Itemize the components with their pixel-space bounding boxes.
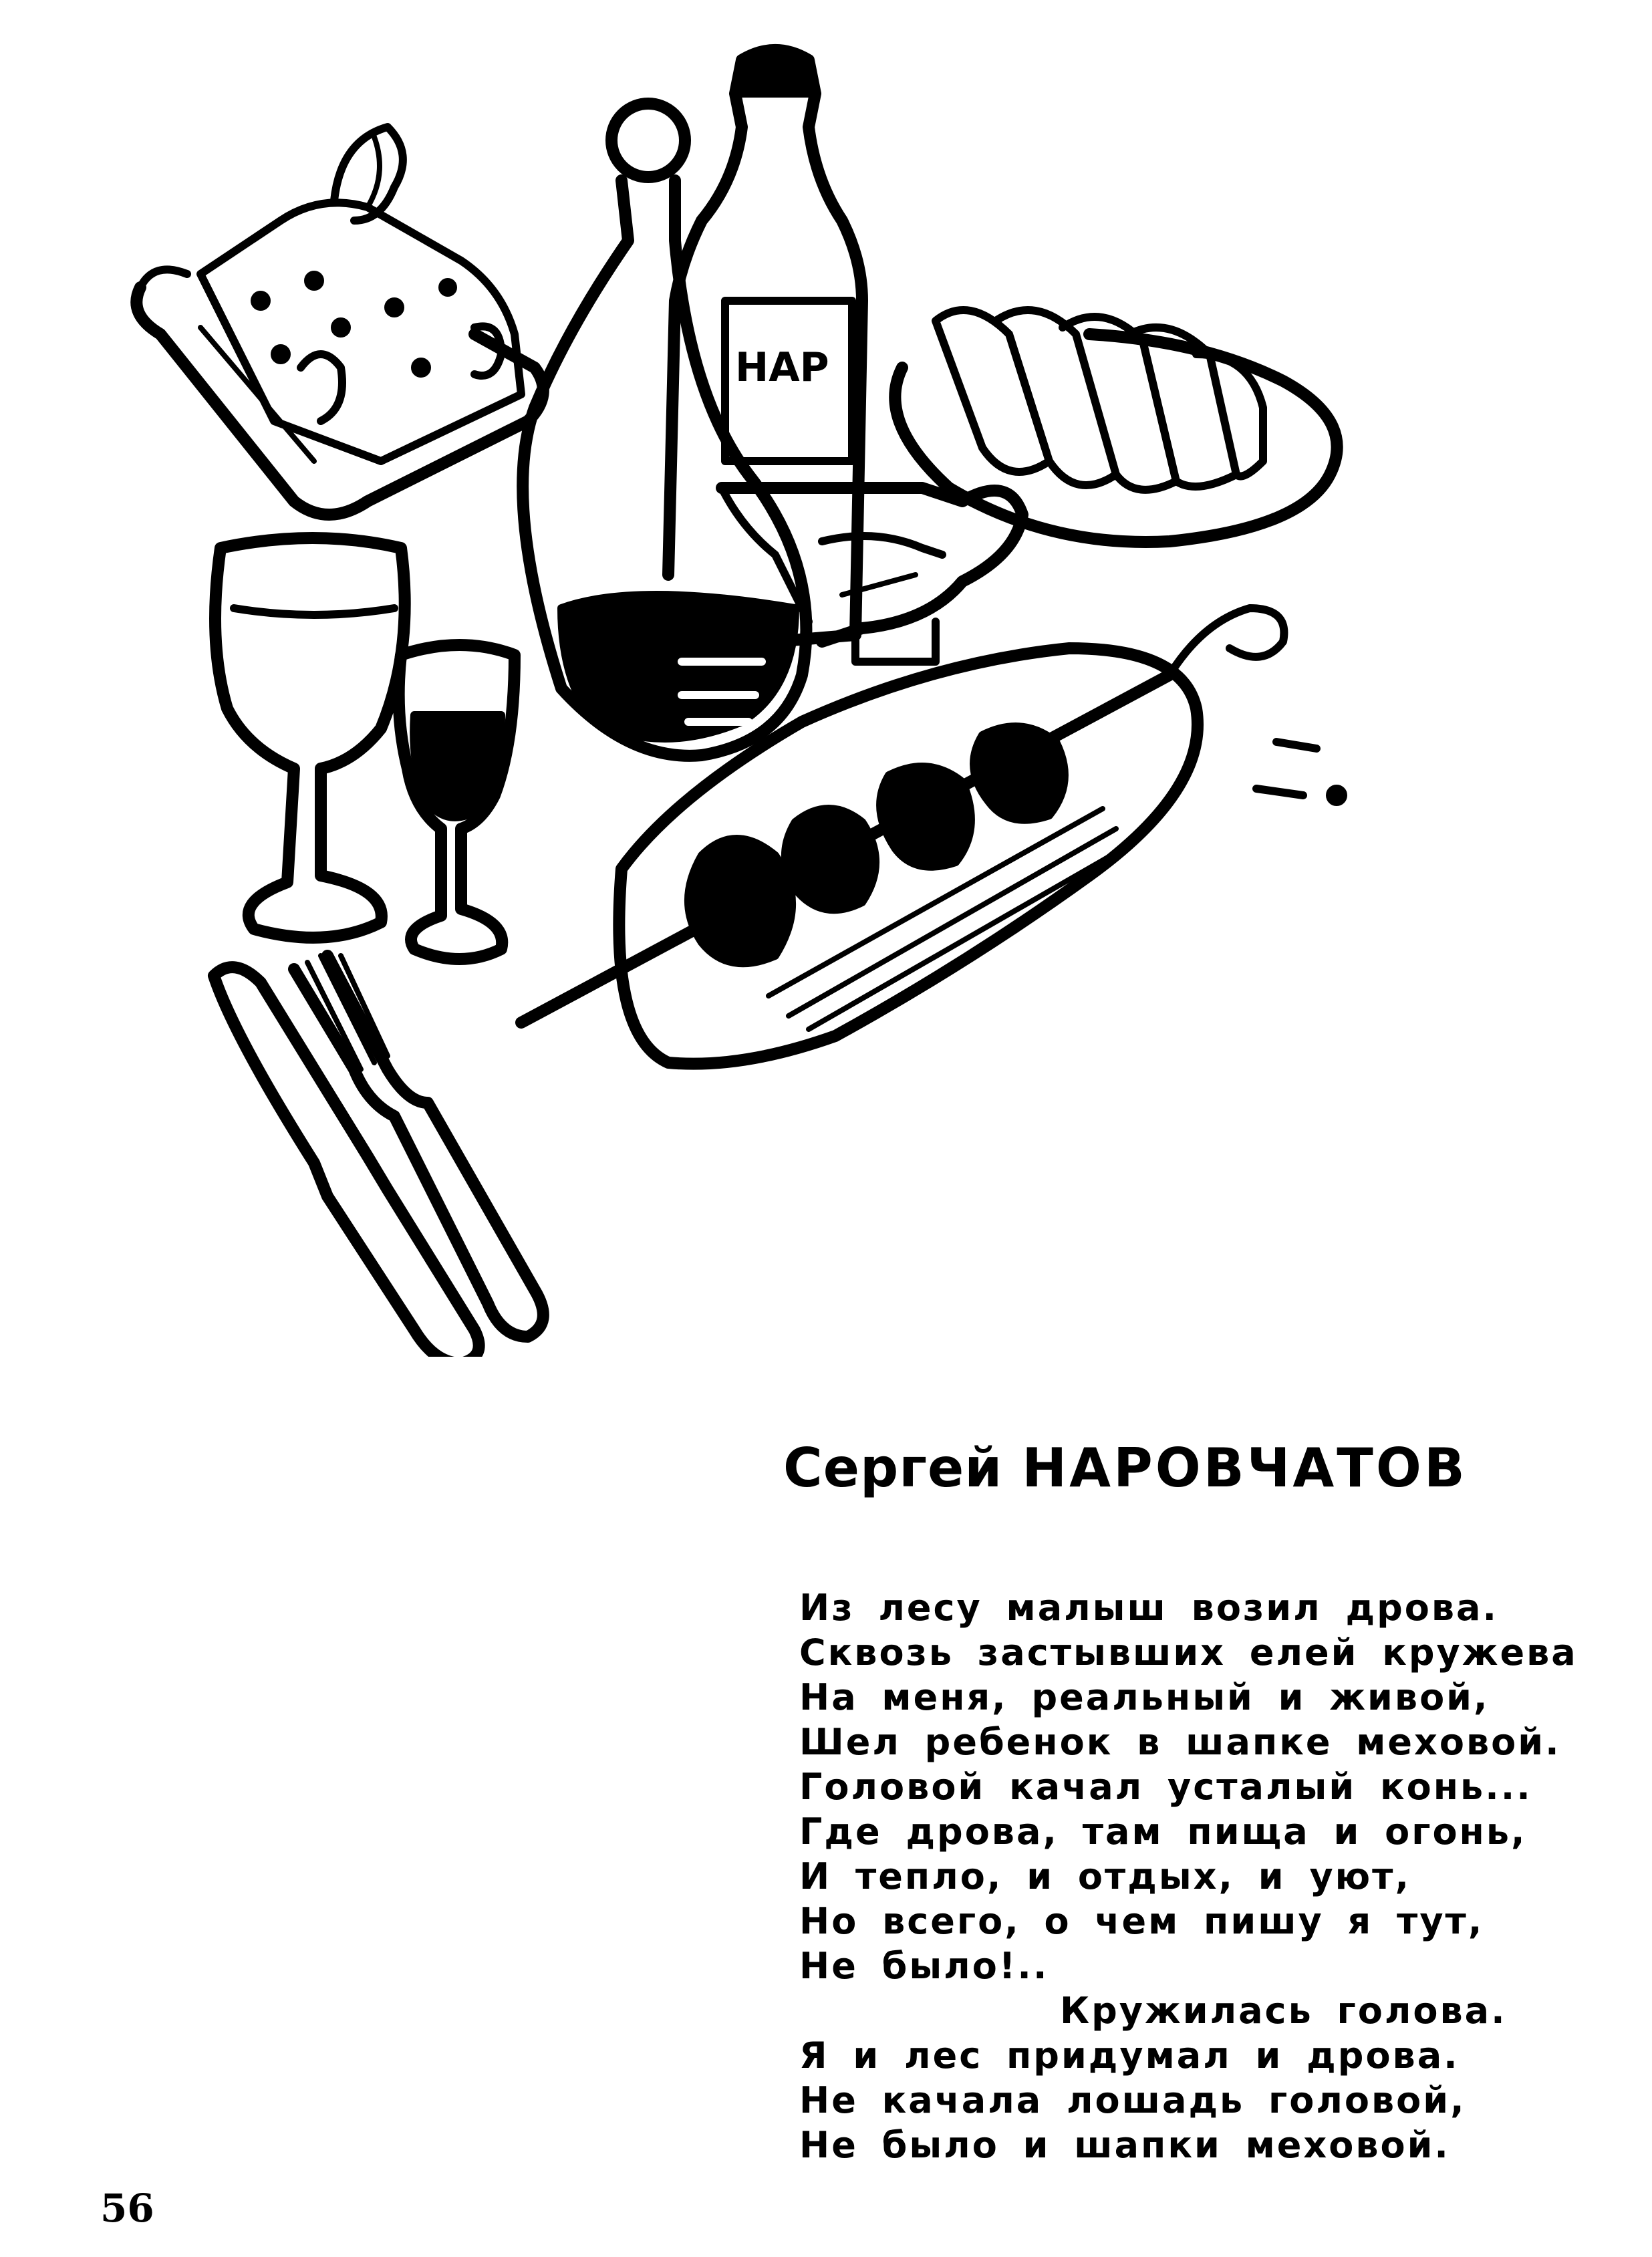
- wine-glass-large: [215, 538, 405, 938]
- poem-line: Не было и шапки меховой.: [799, 2124, 1450, 2166]
- page-number: 56: [100, 2185, 154, 2231]
- poem-line: Шел ребенок в шапке меховой.: [799, 1721, 1561, 1763]
- decanter: [523, 104, 806, 756]
- wine-glass-small: [399, 645, 515, 959]
- author-name: [783, 1437, 1468, 1499]
- author-surname: НАРОВЧАТОВ: [1022, 1437, 1468, 1499]
- poem-line: Не было!..: [799, 1945, 1049, 1987]
- bottle-label: НАР: [735, 344, 829, 391]
- poem-line: Но всего, о чем пишу я тут,: [799, 1900, 1484, 1942]
- still-life-illustration: [100, 20, 1437, 1357]
- poem-line: Где дрова, там пища и огонь,: [799, 1811, 1527, 1853]
- cake-on-tray: [136, 127, 543, 515]
- fork: [294, 956, 543, 1337]
- poem-line: Я и лес придумал и дрова.: [799, 2034, 1460, 2077]
- poem-line: Не качала лошадь головой,: [799, 2079, 1466, 2121]
- knife: [214, 967, 479, 1357]
- bread-on-plate: [895, 310, 1337, 542]
- poem: [799, 1585, 1588, 2167]
- poem-line: Кружилась голова.: [1060, 1990, 1507, 2032]
- poem-line: И тепло, и отдых, и уют,: [799, 1855, 1411, 1897]
- author-first-name: Сергей: [783, 1437, 1003, 1499]
- poem-line: Сквозь застывших елей кружева: [799, 1631, 1578, 1674]
- poem-line: Из лесу малыш возил дрова.: [799, 1587, 1498, 1629]
- poem-line: Головой качал усталый конь...: [799, 1766, 1532, 1808]
- poem-line: На меня, реальный и живой,: [799, 1676, 1490, 1718]
